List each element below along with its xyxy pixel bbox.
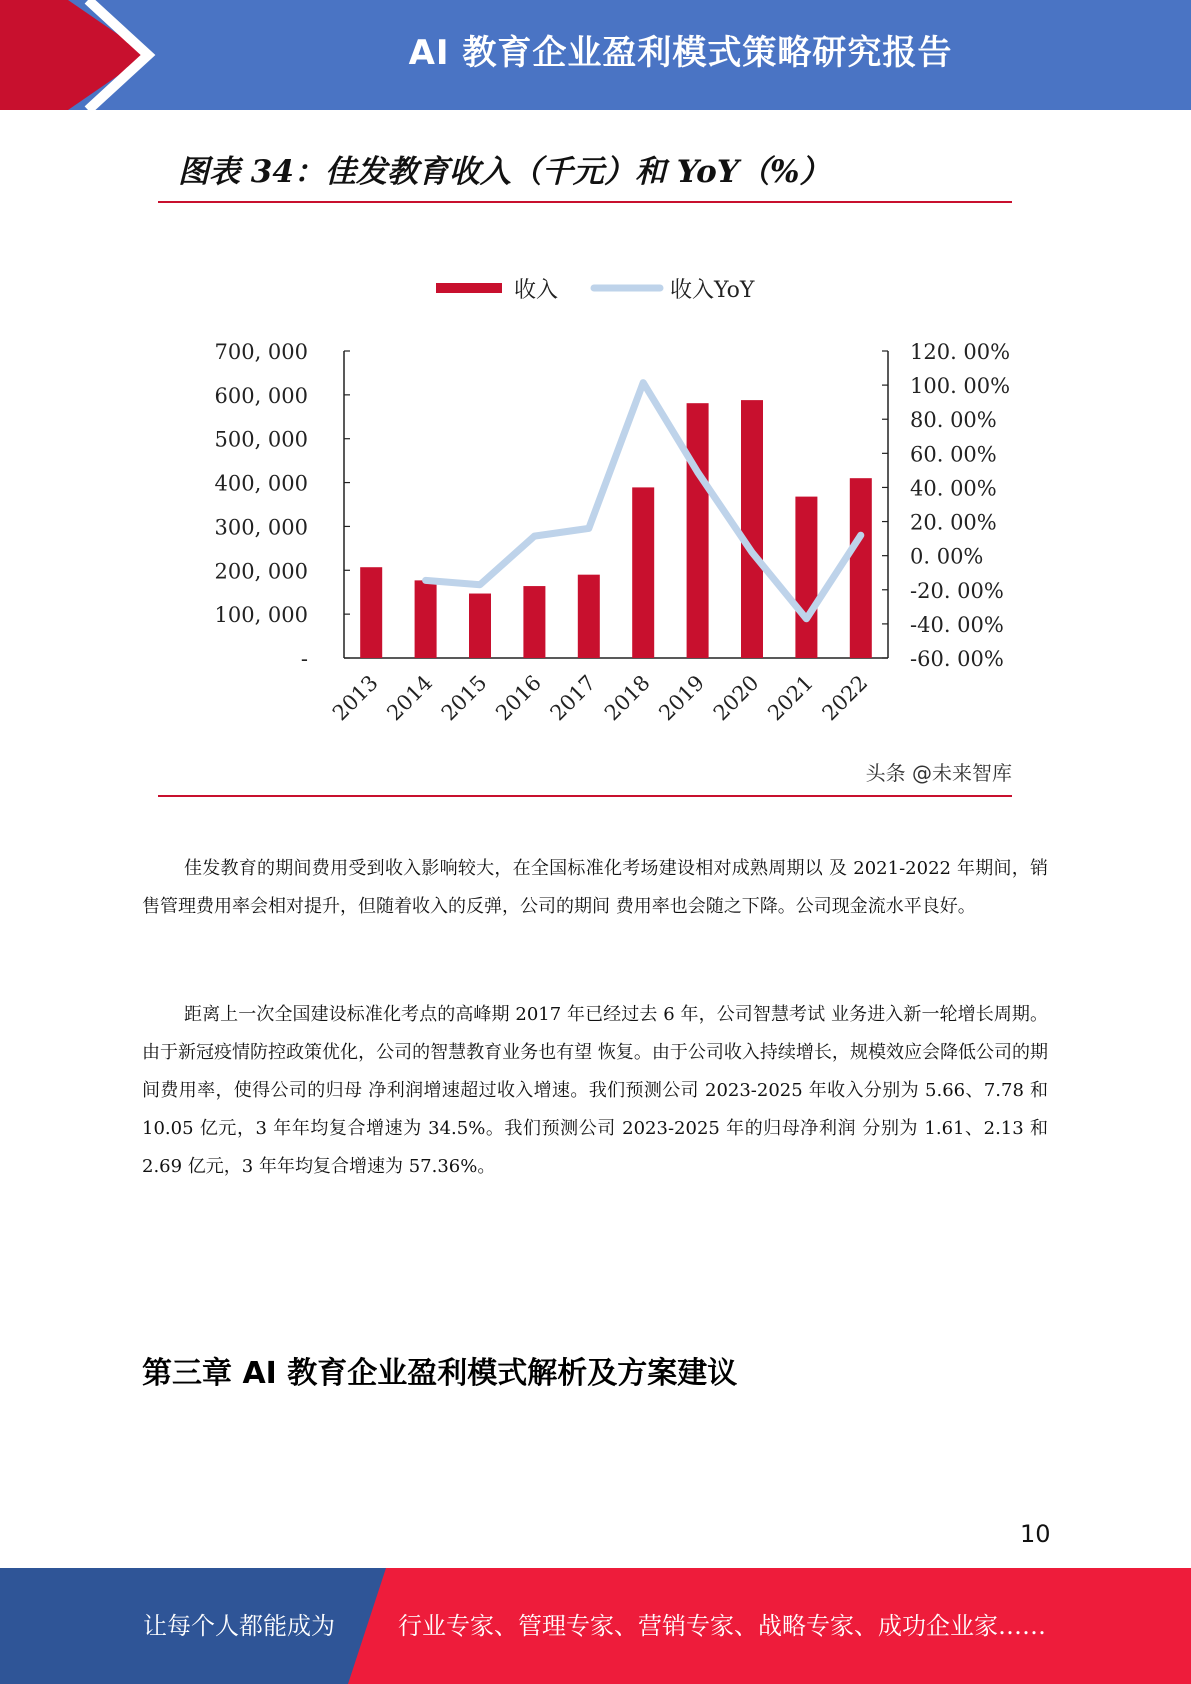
chart-axes <box>214 340 1010 671</box>
x-tick-label-2020: 2020 <box>708 670 764 726</box>
x-tick-label-2013: 2013 <box>327 670 383 726</box>
revenue-bar-2018 <box>632 487 654 658</box>
chapter-heading: 第三章 AI 教育企业盈利模式解析及方案建议 <box>142 1356 738 1391</box>
revenue-bar-2019 <box>687 403 709 658</box>
right-tick-label: 40. 00% <box>910 476 997 501</box>
x-tick-label-2021: 2021 <box>763 670 818 726</box>
revenue-bar-2015 <box>469 594 491 658</box>
x-tick-label-2018: 2018 <box>599 670 655 726</box>
chart-legend <box>436 278 755 303</box>
left-tick-label: 600, 000 <box>214 383 308 408</box>
right-tick-label: 0. 00% <box>910 544 984 569</box>
right-tick-label: 120. 00% <box>910 340 1011 364</box>
revenue-yoy-chart <box>140 138 1034 806</box>
right-tick-label: 20. 00% <box>910 510 997 535</box>
left-tick-label: 400, 000 <box>214 471 308 496</box>
page-footer <box>0 1568 1191 1684</box>
right-tick-label: 80. 00% <box>910 408 997 433</box>
x-tick-label-2014: 2014 <box>382 670 438 726</box>
x-tick-label-2016: 2016 <box>491 670 546 726</box>
left-tick-label: 100, 000 <box>214 603 308 628</box>
revenue-bar-2016 <box>523 586 545 658</box>
report-title: AI 教育企业盈利模式策略研究报告 <box>408 33 953 73</box>
footer-slogan-left: 让每个人都能成为 <box>143 1612 335 1640</box>
watermark-text: 头条 @未来智库 <box>865 761 1012 785</box>
revenue-bars <box>360 400 872 658</box>
left-tick-label: 500, 000 <box>214 427 308 452</box>
right-tick-label: -20. 00% <box>910 578 1004 603</box>
paragraph-expenses: 佳发教育的期间费用受到收入影响较大，在全国标准化考场建设相对成熟周期以 及 2021-2022 年期间，销售管理费用率会相对提升，但随着收入的反弹，公司的期间 费用率也会随之下降。公司现金流水平良好。 <box>142 858 1048 917</box>
right-tick-label: 100. 00% <box>910 374 1011 399</box>
page-header <box>0 0 1191 110</box>
revenue-bar-2021 <box>795 497 817 658</box>
legend-label-revenue: 收入 <box>514 278 559 303</box>
legend-swatch-revenue <box>436 283 502 293</box>
revenue-bar-2013 <box>360 567 382 658</box>
left-tick-label: 200, 000 <box>214 559 308 584</box>
x-tick-label-2022: 2022 <box>817 670 873 726</box>
right-tick-label: 60. 00% <box>910 442 997 467</box>
figure-caption: 图表 34：佳发教育收入（千元）和 YoY（%） <box>178 154 831 190</box>
footer-slogan-right: 行业专家、管理专家、营销专家、战略专家、成功企业家…… <box>398 1612 1046 1640</box>
paragraph-forecast: 距离上一次全国建设标准化考点的高峰期 2017 年已经过去 6 年，公司智慧考试 业务进入新一轮增长周期。由于新冠疫情防控政策优化，公司的智慧教育业务也有望 恢复。由于公司收入持续增长，规模效应会降低公司的期间费用率，使得公司的归母 净利润增速超过收入增速。我们预测公司 2023-2025 年收入分别为 5.66、7.78 和 10.05 亿元，3 年年均复合增速为 34.5%。我们预测公司 2023-2025 年的归母净利润 分别为 1.61、2.13 和 2.69 亿元，3 年年均复合增速为 57.36%。 <box>142 1004 1048 1177</box>
x-tick-label-2017: 2017 <box>545 670 601 726</box>
left-tick-label: 700, 000 <box>214 340 308 364</box>
chart-figure <box>140 138 1034 806</box>
revenue-bar-2014 <box>415 580 437 658</box>
revenue-bar-2020 <box>741 400 763 658</box>
right-tick-label: -60. 00% <box>910 647 1004 671</box>
left-tick-label: 300, 000 <box>214 515 308 540</box>
page-number: 10 <box>1020 1520 1051 1548</box>
left-tick-label: - <box>300 647 308 671</box>
x-tick-labels <box>328 671 872 726</box>
legend-label-yoy: 收入YoY <box>670 278 755 303</box>
x-tick-label-2019: 2019 <box>654 670 710 726</box>
revenue-bar-2022 <box>850 478 872 658</box>
x-tick-label-2015: 2015 <box>436 670 492 726</box>
right-tick-label: -40. 00% <box>910 612 1004 637</box>
revenue-bar-2017 <box>578 575 600 658</box>
